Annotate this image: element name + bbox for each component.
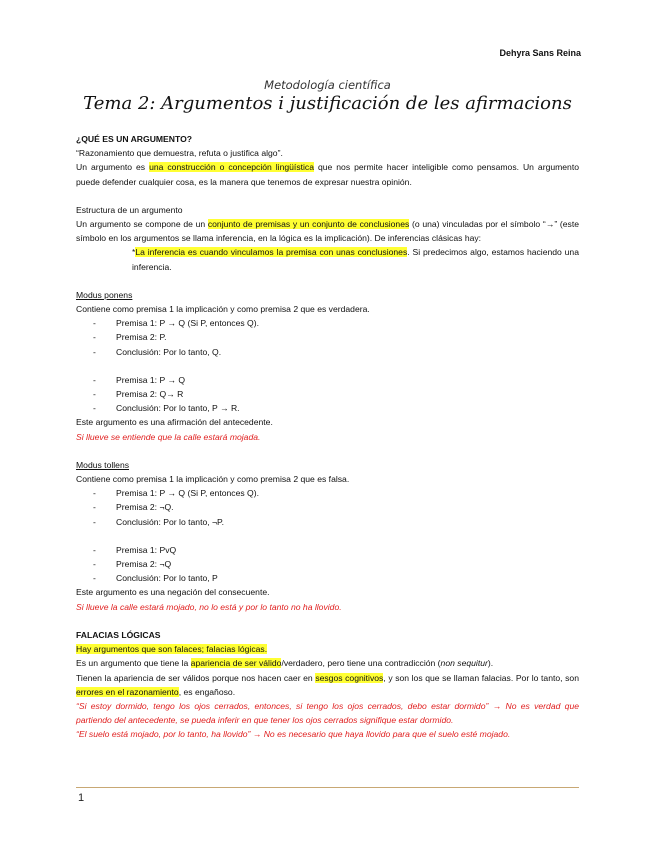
text-run: , es engañoso.	[178, 686, 236, 697]
falacias-paragraph-1	[76, 656, 579, 670]
highlighted-text: errores en el razonamiento	[76, 686, 179, 697]
list-item: - Conclusión: Por lo tanto, Q.	[93, 345, 579, 359]
list-item: - Premisa 1: PvQ	[93, 543, 579, 557]
italic-text: non sequitur	[440, 658, 488, 669]
asterisk: *	[132, 247, 136, 258]
list-item: - Conclusión: Por lo tanto, P → R.	[93, 401, 579, 415]
tollens-list-2	[76, 543, 579, 586]
ponens-list-1	[76, 316, 579, 359]
falacias-example-1: “Si estoy dormido, tengo los ojos cerrados, entonces, si tengo los ojos cerrados, debo estar dormido” → No es verdad que partiendo del antecedente, se pueda inferir en que tener los ojos cerrados signifique estar dormido.	[76, 700, 579, 726]
argument-paragraph	[76, 160, 579, 188]
section-heading-structure: Estructura de un argumento	[76, 204, 183, 215]
highlighted-text: Hay argumentos que son falaces; falacias lógicas.	[76, 644, 268, 655]
list-item: - Premisa 1: P → Q (Si P, entonces Q).	[93, 486, 579, 500]
subject-title: Metodología científica	[264, 78, 391, 92]
text-run: (o una) vinculadas por el símbolo “→” (este símbolo en los argumentos se llama inferencia, en la lógica es la implicación). De inferencias clásicas hay:	[76, 219, 580, 244]
structure-paragraph	[76, 217, 579, 245]
text-run: /verdadero, pero tiene una contradicción (	[281, 658, 441, 669]
text-run: que nos permite hacer inteligible como pensamos. Un argumento puede defender cualquier cosa, es la manera que tenemos de expresar nuestra opinión.	[76, 162, 580, 187]
highlighted-text: apariencia de ser válido	[190, 658, 282, 669]
tollens-example: Si llueve la calle estará mojado, no lo está y por lo tanto no ha llovido.	[76, 601, 342, 612]
highlighted-text: una construcción o concepción lingüística	[149, 162, 314, 173]
text-run: Un argumento se compone de un	[76, 219, 208, 230]
footer-divider	[76, 787, 579, 788]
text-run: Un argumento es	[76, 162, 150, 173]
falacias-example-2: “El suelo está mojado, por lo tanto, ha llovido” → No es necesario que haya llovido para que el suelo esté mojado.	[76, 729, 511, 740]
highlighted-text: sesgos cognitivos	[315, 672, 384, 683]
section-heading-tollens: Modus tollens	[76, 459, 130, 470]
list-item: - Premisa 2: Q→ R	[93, 387, 579, 401]
text-run: , y son los que se llaman falacias. Por lo tanto, son	[383, 672, 579, 683]
text-run: Es un argumento que tiene la	[76, 658, 191, 669]
text-run: Tienen la apariencia de ser válidos porque nos hacen caer en	[76, 672, 316, 683]
list-item: - Premisa 2: ¬Q	[93, 557, 579, 571]
list-item: - Conclusión: Por lo tanto, P	[93, 571, 579, 585]
tollens-closing: Este argumento es una negación del consecuente.	[76, 587, 270, 598]
author-name: Dehyra Sans Reina	[499, 48, 581, 58]
ponens-example: Si llueve se entiende que la calle estará mojada.	[76, 431, 261, 442]
definition-quote: “Razonamiento que demuestra, refuta o justifica algo”.	[76, 148, 283, 159]
document-body	[76, 132, 579, 742]
list-item: - Premisa 1: P → Q	[93, 373, 579, 387]
ponens-list-2	[76, 373, 579, 416]
text-run: . Si predecimos algo, estamos haciendo una inferencia.	[132, 247, 579, 272]
list-item: - Premisa 2: ¬Q.	[93, 500, 579, 514]
section-heading-falacias: FALACIAS LÓGICAS	[76, 629, 161, 640]
ponens-intro: Contiene como premisa 1 la implicación y como premisa 2 que es verdadera.	[76, 304, 370, 315]
highlighted-text: La inferencia es cuando vinculamos la premisa con unas conclusiones	[135, 247, 408, 258]
section-heading-argument: ¿QUÉ ES UN ARGUMENTO?	[76, 134, 193, 144]
list-item: - Conclusión: Por lo tanto, ¬P.	[93, 515, 579, 529]
list-item: - Premisa 1: P → Q (Si P, entonces Q).	[93, 316, 579, 330]
falacias-highlight-line	[76, 642, 579, 656]
section-heading-ponens: Modus ponens	[76, 289, 133, 300]
falacias-paragraph-2	[76, 671, 579, 699]
ponens-closing: Este argumento es una afirmación del antecedente.	[76, 417, 273, 428]
list-item: - Premisa 2: P.	[93, 330, 579, 344]
tollens-list-1	[76, 486, 579, 529]
page-title: Tema 2: Argumentos i justificación de les afirmacions	[83, 93, 572, 114]
page-number: 1	[78, 792, 85, 804]
tollens-intro: Contiene como premisa 1 la implicación y como premisa 2 que es falsa.	[76, 474, 350, 485]
highlighted-text: conjunto de premisas y un conjunto de conclusiones	[207, 219, 410, 230]
inference-note	[76, 245, 579, 273]
text-run: ).	[487, 658, 494, 669]
